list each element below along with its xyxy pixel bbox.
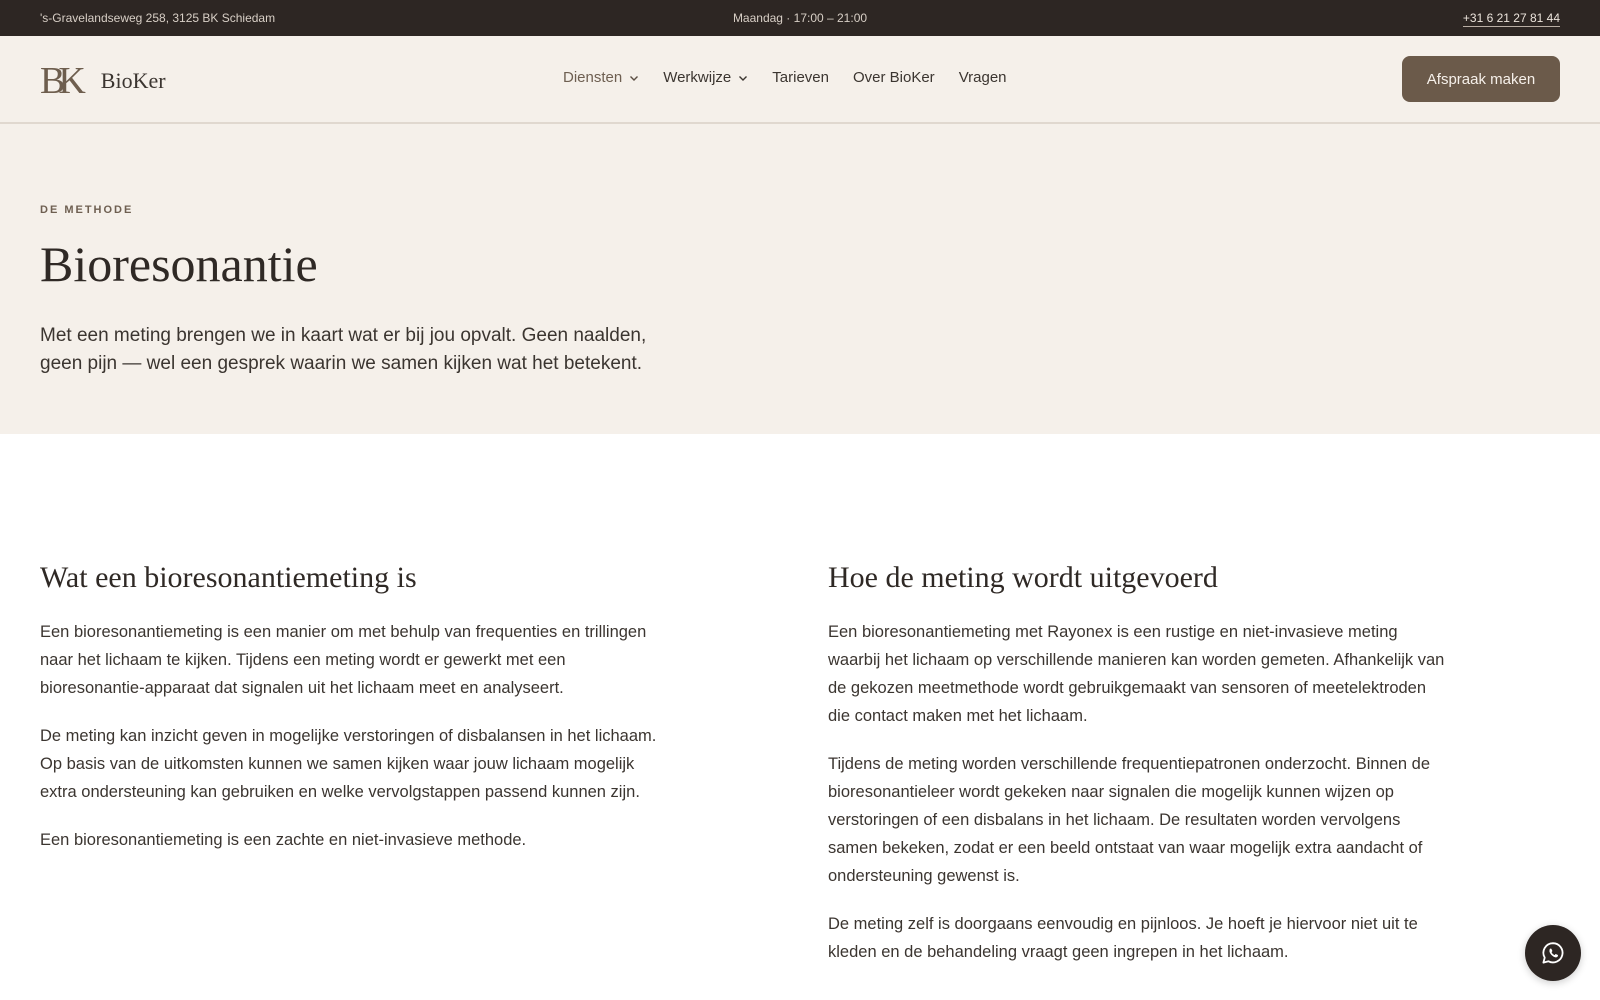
hero-section <box>0 124 1600 434</box>
nav-item-over-bioker[interactable] <box>853 69 935 86</box>
top-bar <box>0 0 1600 36</box>
nav-item-diensten[interactable] <box>563 69 639 86</box>
address-text: 's-Gravelandseweg 258, 3125 BK Schiedam <box>40 11 276 25</box>
logo-mark: BK <box>40 60 79 102</box>
main-nav <box>563 69 1031 86</box>
nav-item-label: Diensten <box>563 69 623 86</box>
nav-item-label: Werkwijze <box>663 69 732 86</box>
page-title: Bioresonantie <box>40 236 318 292</box>
chevron-down-icon <box>738 73 748 83</box>
opening-hours-text: Maandag · 17:00 – 21:00 <box>732 11 868 25</box>
section-paragraph: De meting zelf is doorgaans eenvoudig en pijnloos. Je hoeft je hiervoor niet uit te kleden en de behandeling vraagt geen ingrepen in het lichaam. <box>828 915 1418 961</box>
nav-item-label: Vragen <box>958 69 1007 86</box>
section-paragraph: Tijdens de meting worden verschillende frequentiepatronen onderzocht. Binnen de bioresonantieleer wordt gekeken naar signalen die mogelijk kunnen wijzen op verstoringen of een disbalans in het lichaam. De resultaten worden vervolgens samen bekeken, zodat er een beeld ontstaat van waar mogelijk extra aandacht of ondersteuning gewenst is. <box>828 755 1431 885</box>
logo[interactable] <box>40 62 166 100</box>
whatsapp-icon <box>1540 940 1566 966</box>
chevron-down-icon <box>629 73 639 83</box>
section-what-is <box>40 560 670 874</box>
section-title: Wat een bioresonantiemeting is <box>40 561 417 594</box>
make-appointment-button[interactable]: Afspraak maken <box>1402 56 1560 102</box>
nav-item-vragen[interactable] <box>959 69 1007 86</box>
hero-intro: Met een meting brengen we in kaart wat er bij jou opvalt. Geen naalden, geen pijn — wel een gesprek waarin we samen kijken wat het betekent. <box>40 325 647 374</box>
nav-item-tarieven[interactable] <box>772 69 829 86</box>
nav-item-label: Tarieven <box>772 69 829 86</box>
section-paragraph: Een bioresonantiemeting is een zachte en niet-invasieve methode. <box>40 831 527 849</box>
hero-eyebrow: DE METHODE <box>40 204 134 216</box>
logo-text: BioKer <box>100 68 166 93</box>
nav-item-werkwijze[interactable] <box>663 69 748 86</box>
nav-item-label: Over BioKer <box>852 69 935 86</box>
section-paragraph: Een bioresonantiemeting is een manier om met behulp van frequenties en trillingen naar het lichaam te kijken. Tijdens een meting wordt er gewerkt met een bioresonantie-apparaat dat signalen uit het lichaam meet en analyseert. <box>40 623 647 697</box>
site-header <box>0 36 1600 124</box>
section-how-it-works <box>828 560 1448 986</box>
whatsapp-button[interactable] <box>1525 925 1581 981</box>
section-paragraph: Een bioresonantiemeting met Rayonex is een rustige en niet-invasieve meting waarbij het lichaam op verschillende manieren kan worden gemeten. Afhankelijk van de gekozen meetmethode wordt gebruikgemaakt van sensoren of meetelektroden die contact maken met het lichaam. <box>828 623 1445 725</box>
phone-link[interactable]: +31 6 21 27 81 44 <box>1462 11 1560 25</box>
section-paragraph: De meting kan inzicht geven in mogelijke verstoringen of disbalansen in het lichaam. Op basis van de uitkomsten kunnen we samen kijken waar jouw lichaam mogelijk extra ondersteuning kan gebruiken en welke vervolgstappen passend kunnen zijn. <box>40 727 657 801</box>
section-title: Hoe de meting wordt uitgevoerd <box>828 561 1218 594</box>
